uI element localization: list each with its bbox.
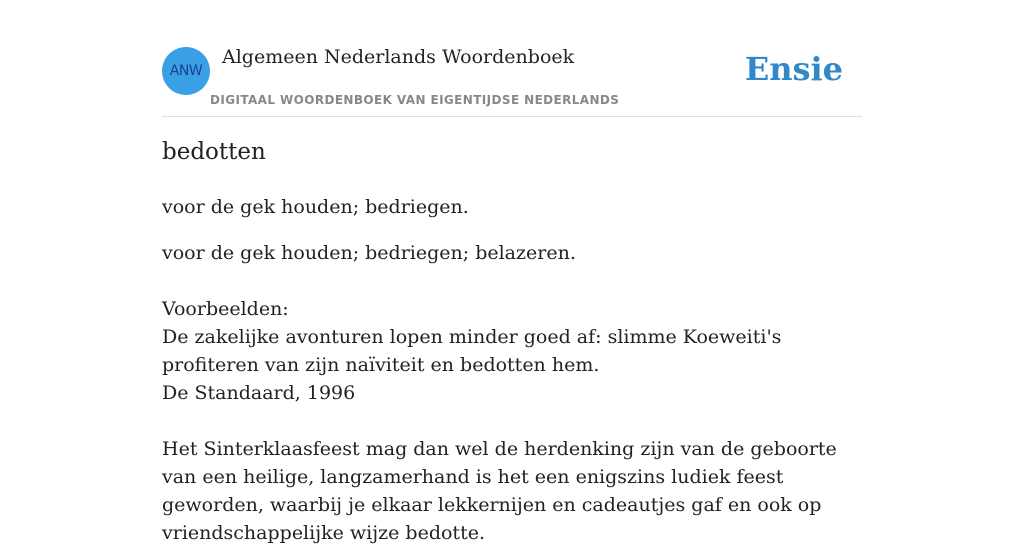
site-subtitle: DIGITAAL WOORDENBOEK VAN EIGENTIJDSE NEDERLANDS bbox=[210, 93, 620, 107]
dictionary-page bbox=[162, 0, 862, 544]
long-definition-block bbox=[162, 239, 862, 547]
anw-logo-text: ANW bbox=[169, 63, 203, 79]
example-source: De Standaard, 1996 bbox=[162, 382, 356, 404]
site-title[interactable]: Algemeen Nederlands Woordenboek bbox=[222, 46, 575, 68]
site-header bbox=[162, 0, 862, 117]
examples-label: Voorbeelden: bbox=[162, 298, 289, 320]
anw-logo[interactable] bbox=[162, 47, 210, 95]
example-text: Het Sinterklaasfeest mag dan wel de herdenking zijn van de geboorte van een heilige, langzamerhand is het een enigszins ludiek feest geworden, waarbij je elkaar lekkernijen en cadeautjes gaf en ook op vriendschappelijke wijze bedotte. bbox=[162, 438, 837, 544]
short-definition: voor de gek houden; bedriegen. bbox=[162, 196, 469, 218]
long-definition: voor de gek houden; bedriegen; belazeren. bbox=[162, 242, 576, 264]
example-text: De zakelijke avonturen lopen minder goed af: slimme Koeweiti's profiteren van zijn naïviteit en bedotten hem. bbox=[162, 326, 782, 376]
entry-headword: bedotten bbox=[162, 139, 266, 165]
ensie-brand-link[interactable]: Ensie bbox=[744, 50, 843, 88]
